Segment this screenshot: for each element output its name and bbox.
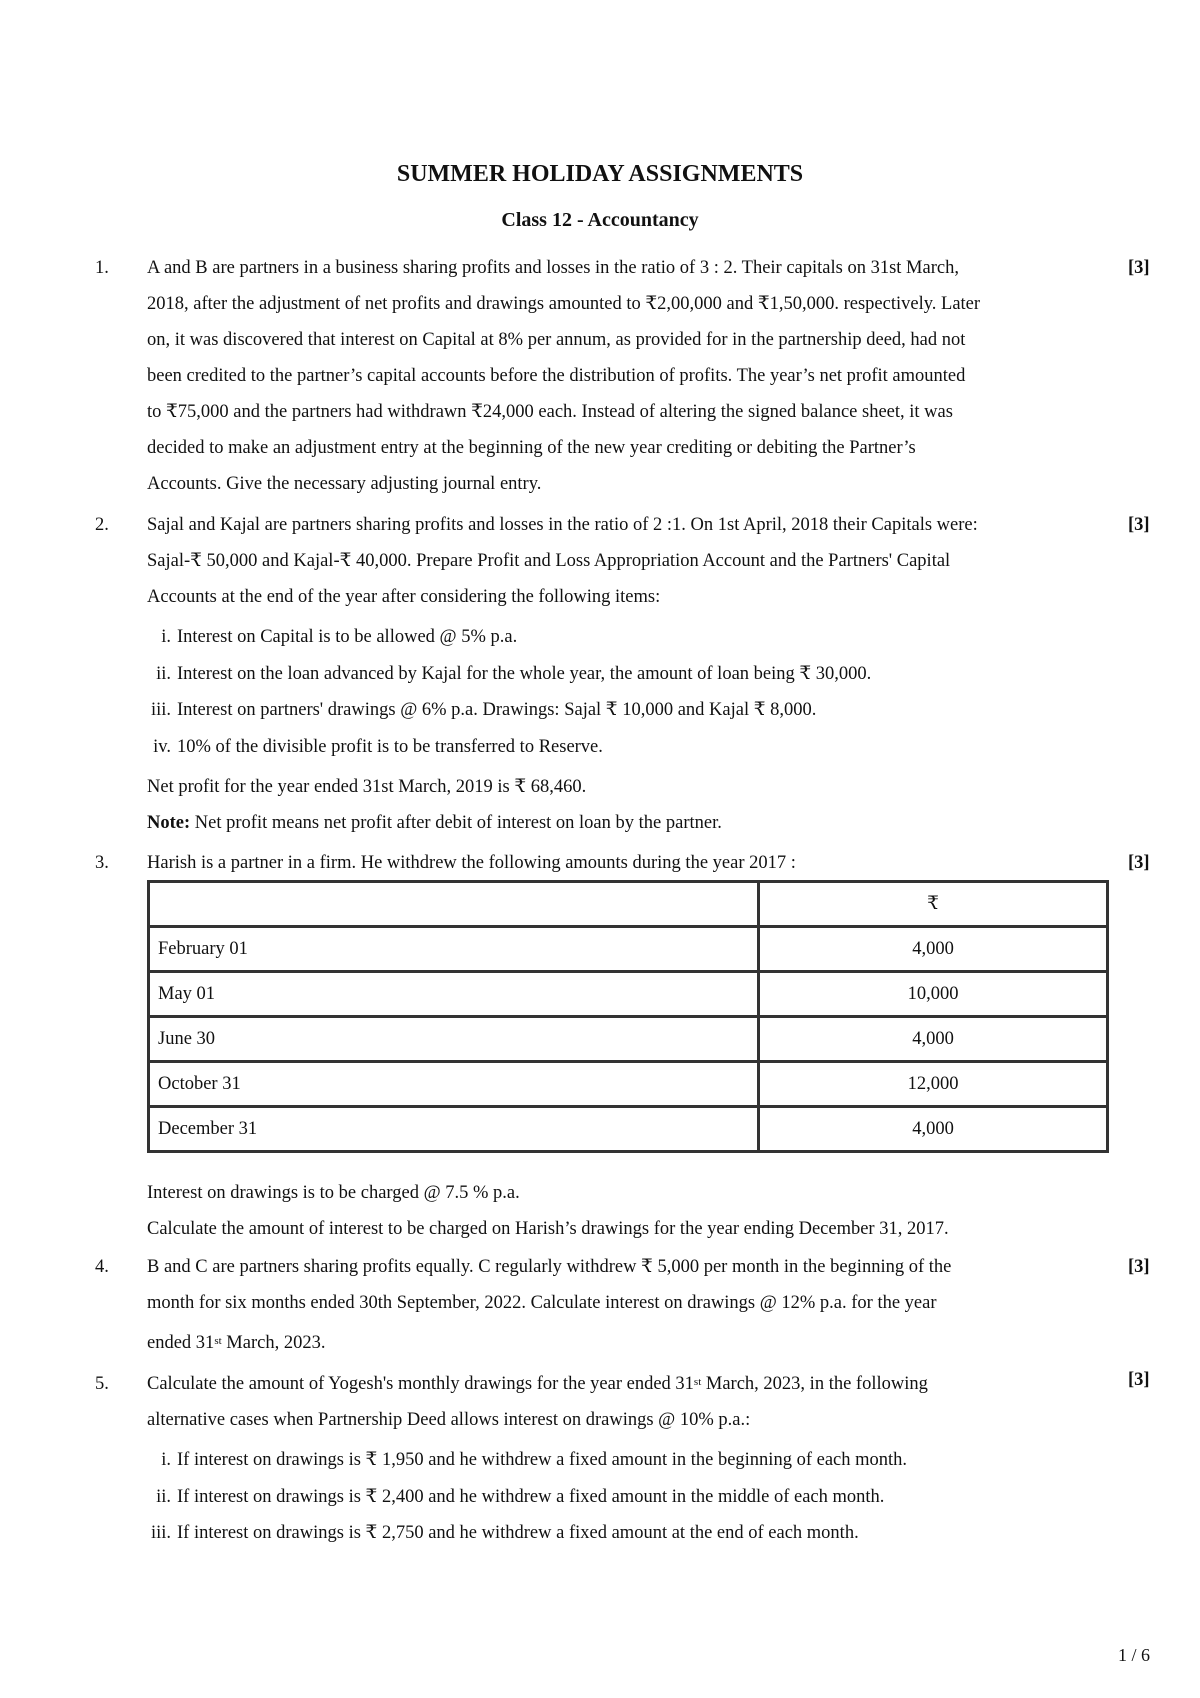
table-header-cell	[149, 882, 759, 927]
question-marks: [3]	[1128, 1370, 1150, 1390]
question-line: Harish is a partner in a firm. He withdrew the following amounts during the year 2017 :	[147, 853, 796, 873]
question-line: Sajal and Kajal are partners sharing profits and losses in the ratio of 2 :1. On 1st April, 2018 their Capitals were:	[147, 515, 978, 535]
question-line: Interest on drawings is to be charged @ 7.5 % p.a.	[147, 1183, 520, 1203]
table-cell-amount: 4,000	[759, 1017, 1108, 1062]
list-item	[147, 1515, 1107, 1552]
list-item-text: Interest on partners' drawings @ 6% p.a. Drawings: Sajal ₹ 10,000 and Kajal ₹ 8,000.	[177, 700, 817, 720]
question-body	[147, 1175, 1107, 1247]
list-item	[147, 656, 1107, 693]
question-body	[147, 845, 1107, 881]
question-body	[147, 507, 1107, 841]
question-line: A and B are partners in a business sharing profits and losses in the ratio of 3 : 2. Their capitals on 31st March,	[147, 258, 959, 278]
question-number: 4.	[95, 1257, 109, 1277]
question-line	[147, 1325, 1107, 1361]
question-line: alternative cases when Partnership Deed allows interest on drawings @ 10% p.a.:	[147, 1410, 751, 1430]
list-item	[147, 619, 1107, 656]
list-item-numeral: iii.	[150, 700, 171, 720]
question-line: on, it was discovered that interest on Capital at 8% per annum, as provided for in the partnership deed, had not	[147, 330, 966, 350]
table-cell-date: June 30	[149, 1017, 759, 1062]
line-text: March, 2023.	[221, 1333, 326, 1353]
ordinal-suffix: st	[693, 1376, 702, 1388]
question-body	[147, 250, 1107, 502]
list-item	[147, 1442, 1107, 1479]
table-cell-amount: 12,000	[759, 1062, 1108, 1107]
line-text: March, 2023, in the following	[701, 1374, 928, 1394]
page-title: SUMMER HOLIDAY ASSIGNMENTS	[396, 161, 804, 187]
question-line: 2018, after the adjustment of net profits and drawings amounted to ₹2,00,000 and ₹1,50,000. respectively. Later	[147, 294, 981, 314]
list-item-numeral: iv.	[153, 736, 171, 757]
list-item-text: Interest on Capital is to be allowed @ 5% p.a.	[177, 627, 518, 647]
list-item-numeral: iii.	[150, 1523, 171, 1543]
list-item	[147, 692, 1107, 729]
table-row	[149, 1107, 1108, 1152]
table-row	[149, 1017, 1108, 1062]
note-line	[147, 805, 1107, 841]
question-line: been credited to the partner’s capital accounts before the distribution of profits. The year’s net profit amounted	[147, 366, 966, 386]
list-item-text: If interest on drawings is ₹ 2,750 and he withdrew a fixed amount at the end of each month.	[177, 1523, 859, 1543]
list-item-numeral: i.	[161, 627, 171, 647]
question-line: Accounts. Give the necessary adjusting journal entry.	[147, 474, 542, 494]
ordinal-suffix: st	[214, 1335, 222, 1347]
question-body	[147, 1249, 1107, 1361]
question-line: Net profit for the year ended 31st March, 2019 is ₹ 68,460.	[147, 777, 587, 797]
table-header-cell: ₹	[759, 882, 1108, 927]
question-marks: [3]	[1128, 1257, 1150, 1277]
table-cell-date: February 01	[149, 927, 759, 972]
question-number: 1.	[95, 258, 109, 278]
line-text: Calculate the amount of Yogesh's monthly drawings for the year ended 31	[147, 1374, 694, 1394]
table-cell-date: October 31	[149, 1062, 759, 1107]
question-marks: [3]	[1128, 258, 1150, 278]
list-item-text: Interest on the loan advanced by Kajal for the whole year, the amount of loan being ₹ 30,000.	[177, 663, 872, 684]
line-text: ended 31	[147, 1333, 215, 1353]
list-item-numeral: i.	[161, 1450, 171, 1470]
table-row	[149, 927, 1108, 972]
question-body	[147, 1366, 1107, 1552]
question-line: B and C are partners sharing profits equally. C regularly withdrew ₹ 5,000 per month in the beginning of the	[147, 1257, 952, 1277]
question-line: decided to make an adjustment entry at the beginning of the new year crediting or debiting the Partner’s	[147, 438, 916, 458]
list-item-numeral: ii.	[156, 663, 171, 684]
table-cell-amount: 4,000	[759, 927, 1108, 972]
question-number: 3.	[95, 853, 109, 873]
page-number: 1 / 6	[1118, 1645, 1151, 1665]
note-label: Note:	[147, 813, 191, 833]
table-row	[149, 1062, 1108, 1107]
list-item-numeral: ii.	[156, 1486, 171, 1507]
drawings-table	[147, 880, 1109, 1153]
question-number: 5.	[95, 1374, 109, 1394]
list-item	[147, 1479, 1107, 1516]
question-marks: [3]	[1128, 853, 1150, 873]
table-cell-date: December 31	[149, 1107, 759, 1152]
list-item-text: 10% of the divisible profit is to be transferred to Reserve.	[177, 736, 603, 757]
note-text: Net profit means net profit after debit of interest on loan by the partner.	[190, 813, 722, 833]
list-item-text: If interest on drawings is ₹ 1,950 and he withdrew a fixed amount in the beginning of each month.	[177, 1450, 908, 1470]
table-row	[149, 972, 1108, 1017]
question-line	[147, 1366, 1107, 1402]
question-line: Accounts at the end of the year after considering the following items:	[147, 587, 661, 607]
question-line: to ₹75,000 and the partners had withdrawn ₹24,000 each. Instead of altering the signed balance sheet, it was	[147, 402, 953, 422]
list-item	[147, 729, 1107, 766]
table-cell-date: May 01	[149, 972, 759, 1017]
question-line: Sajal-₹ 50,000 and Kajal-₹ 40,000. Prepare Profit and Loss Appropriation Account and the Partners' Capital	[147, 551, 951, 571]
list-item-text: If interest on drawings is ₹ 2,400 and he withdrew a fixed amount in the middle of each month.	[177, 1486, 885, 1507]
table-cell-amount: 4,000	[759, 1107, 1108, 1152]
table-cell-amount: 10,000	[759, 972, 1108, 1017]
question-line: month for six months ended 30th September, 2022. Calculate interest on drawings @ 12% p.a. for the year	[147, 1293, 937, 1313]
question-line: Calculate the amount of interest to be charged on Harish’s drawings for the year ending December 31, 2017.	[147, 1219, 949, 1239]
table-header-row	[149, 882, 1108, 927]
question-marks: [3]	[1128, 515, 1150, 535]
page-subtitle: Class 12 - Accountancy	[501, 209, 699, 231]
question-number: 2.	[95, 515, 109, 535]
